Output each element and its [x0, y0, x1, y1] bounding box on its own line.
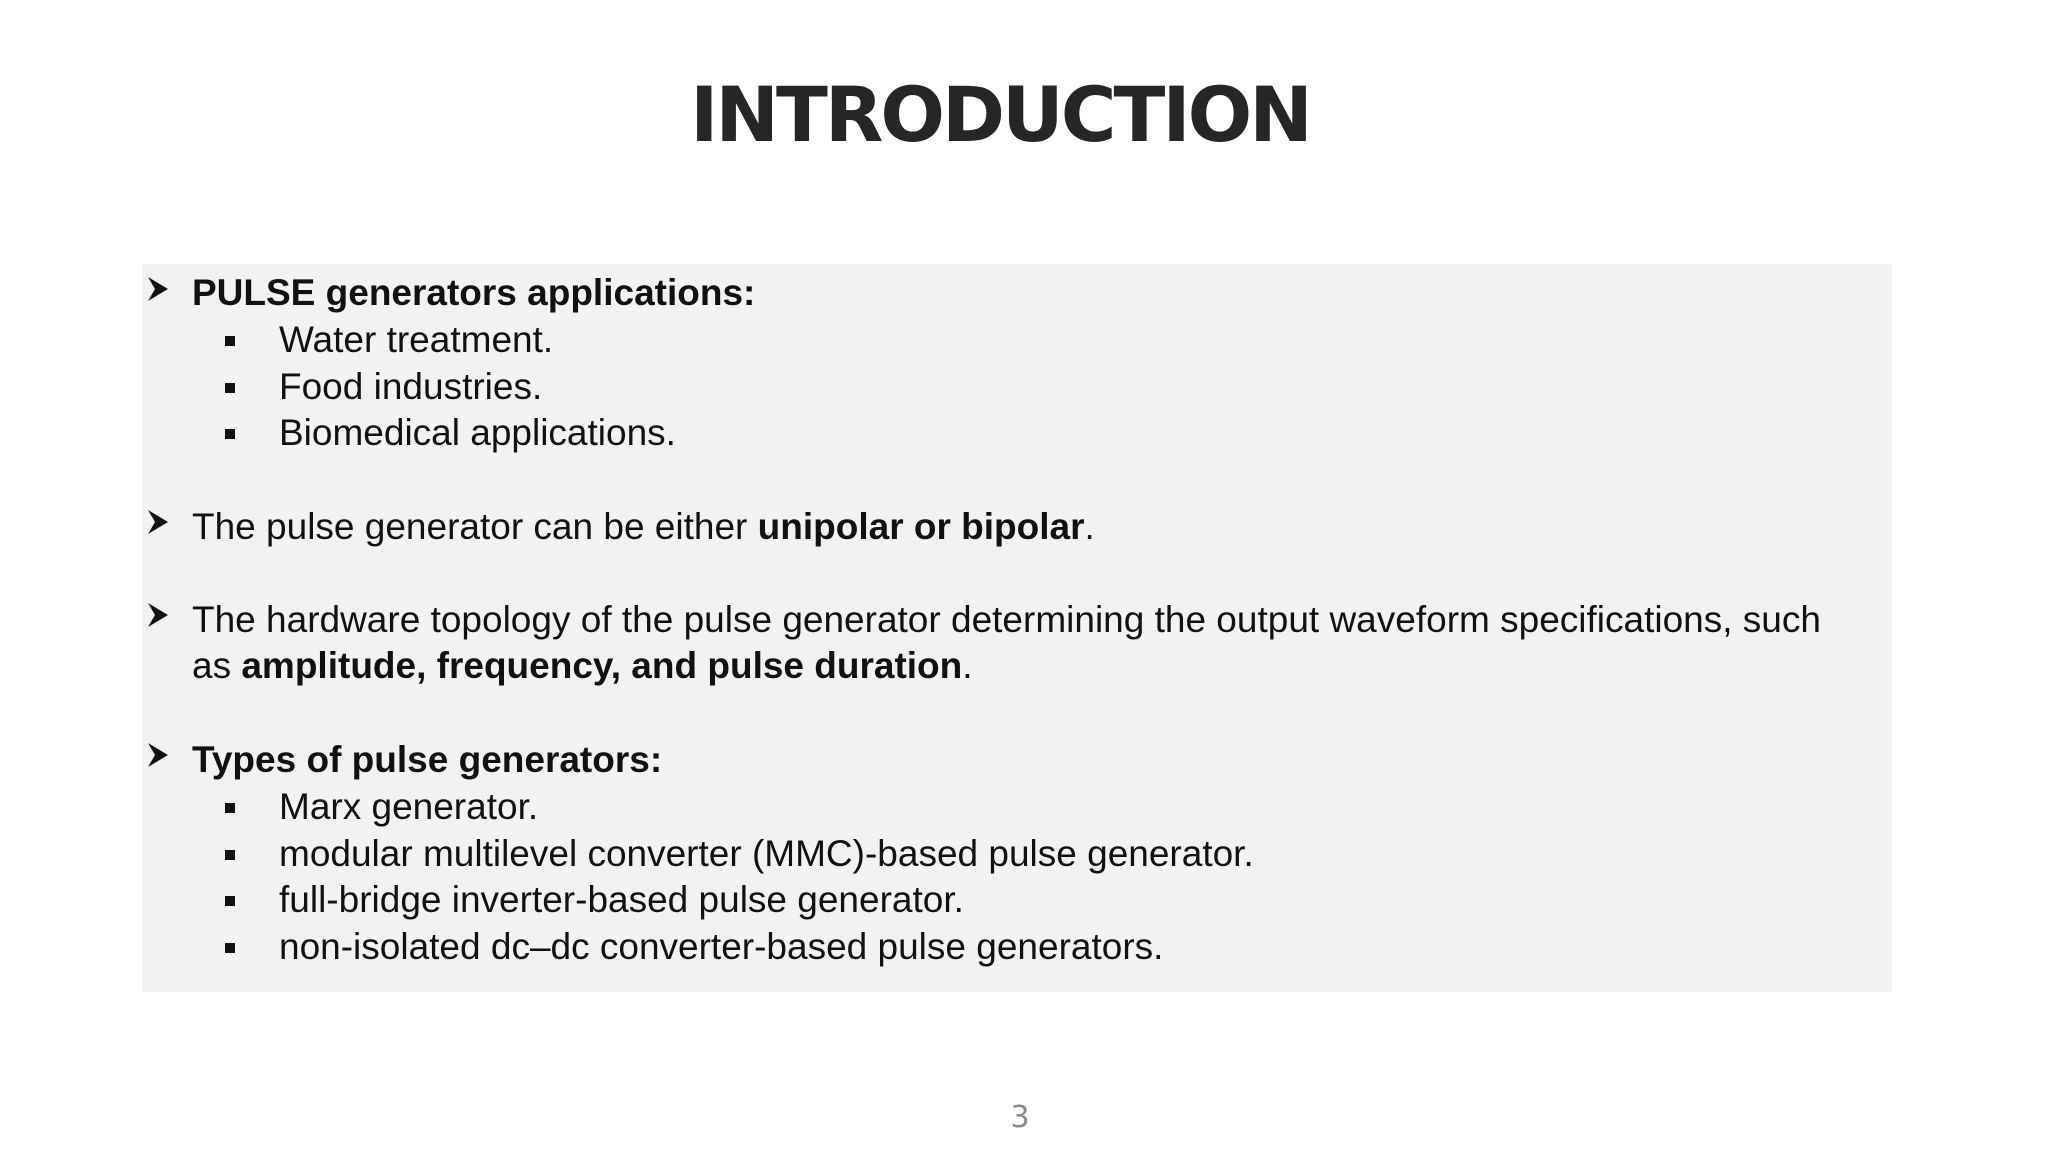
square-bullet-icon: [225, 896, 235, 906]
arrow-bullet-icon: [147, 602, 169, 628]
square-bullet-icon: [225, 850, 235, 860]
content-box: [142, 264, 1892, 992]
slide-title: INTRODUCTION: [690, 70, 1310, 159]
arrow-bullet-icon: [147, 742, 169, 768]
list-item: Food industries.: [279, 366, 543, 407]
arrow-bullet-icon: [147, 276, 169, 302]
square-bullet-icon: [225, 336, 235, 346]
section-applications-heading: PULSE generators applications:: [192, 272, 756, 313]
polarity-text: The pulse generator can be either: [192, 506, 758, 547]
polarity-end: .: [1084, 506, 1095, 547]
list-item: full-bridge inverter-based pulse generator.: [279, 879, 964, 920]
topology-end: .: [962, 645, 973, 686]
topology-statement-line2: [192, 643, 973, 689]
polarity-statement: [192, 504, 1095, 550]
list-item: non-isolated dc–dc converter-based pulse generators.: [279, 926, 1164, 967]
arrow-bullet-icon: [147, 509, 169, 535]
square-bullet-icon: [225, 429, 235, 439]
list-item: modular multilevel converter (MMC)-based pulse generator.: [279, 833, 1254, 874]
topology-statement-line1: The hardware topology of the pulse generator determining the output waveform specifications, such: [192, 599, 1821, 640]
topology-text: as: [192, 645, 242, 686]
list-item: Water treatment.: [279, 319, 554, 360]
topology-bold: amplitude, frequency, and pulse duration: [241, 645, 963, 686]
square-bullet-icon: [225, 803, 235, 813]
list-item: Biomedical applications.: [279, 412, 676, 453]
page-number: 3: [1010, 1100, 1030, 1135]
square-bullet-icon: [225, 943, 235, 953]
section-types-heading: Types of pulse generators:: [192, 739, 663, 780]
polarity-bold: unipolar or bipolar: [757, 506, 1085, 547]
list-item: Marx generator.: [279, 786, 539, 827]
square-bullet-icon: [225, 383, 235, 393]
